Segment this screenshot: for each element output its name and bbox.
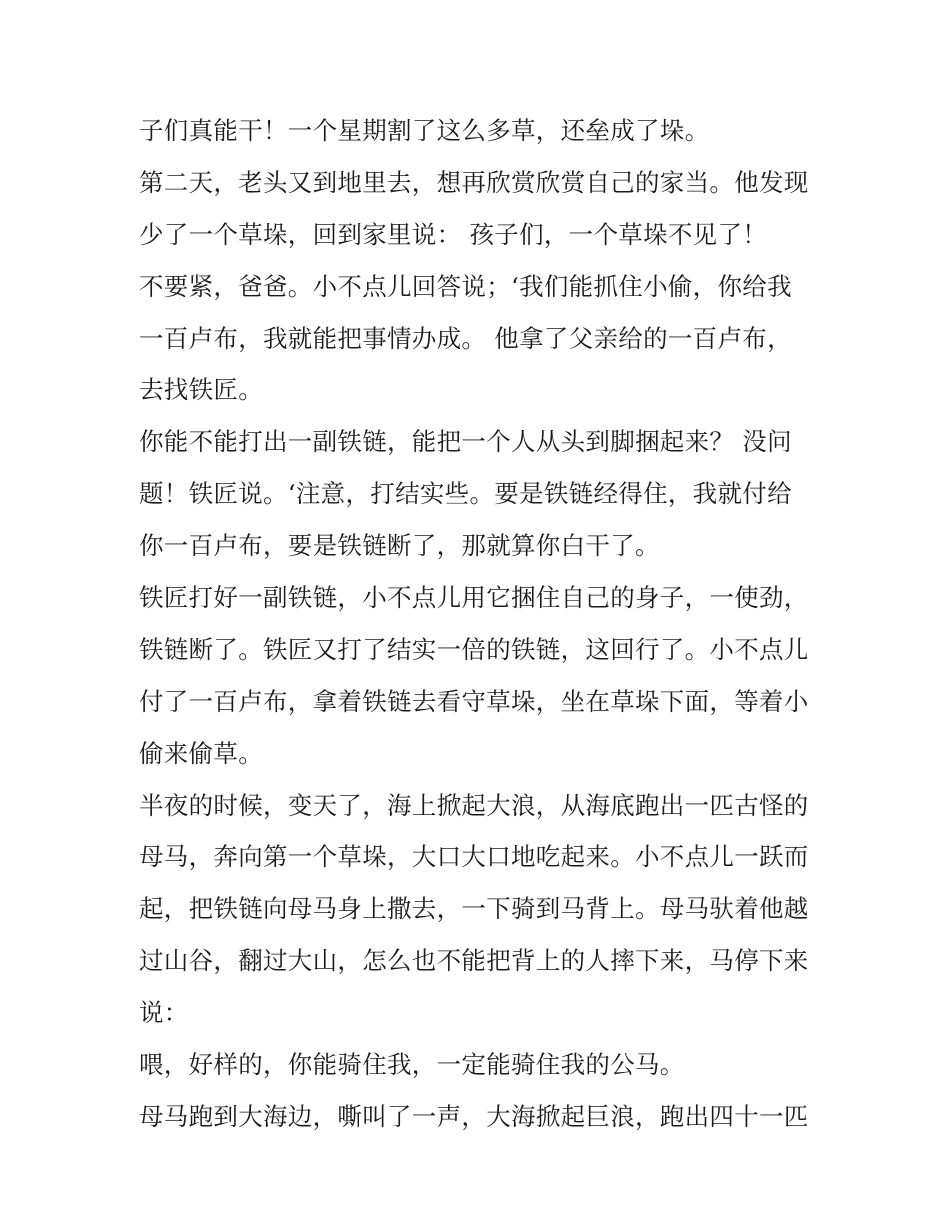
document-body — [139, 105, 819, 1143]
text-line: 母马，奔向第一个草垛，大口大口地吃起来。小不点儿一跃而 — [139, 842, 809, 872]
text-line: 去找铁匠。 — [139, 375, 263, 405]
text-line: 母马跑到大海边，嘶叫了一声，大海掀起巨浪，跑出四十一匹 — [139, 1101, 809, 1131]
text-line: 第二天，老头又到地里去，想再欣赏欣赏自己的家当。他发现 — [139, 167, 809, 197]
text-line: 说： — [139, 998, 189, 1028]
text-line: 子们真能干！一个星期割了这么多草，还垒成了垛。 — [139, 116, 710, 145]
text-line: 起，把铁链向母马身上撒去，一下骑到马背上。母马驮着他越 — [139, 894, 809, 924]
text-line: 一百卢布，我就能把事情办成。 他拿了父亲给的一百卢布， — [139, 323, 792, 353]
text-line: 付了一百卢布，拿着铁链去看守草垛，坐在草垛下面，等着小 — [139, 686, 809, 716]
text-line: 少了一个草垛，回到家里说： 孩子们，一个草垛不见了！ — [139, 219, 768, 249]
text-line: 铁链断了。铁匠又打了结实一倍的铁链，这回行了。小不点儿 — [139, 634, 809, 664]
text-line: 喂，好样的，你能骑住我，一定能骑住我的公马。 — [139, 1050, 685, 1080]
text-line: 题！铁匠说。‘注意，打结实些。要是铁链经得住，我就付给 — [139, 479, 792, 509]
text-line: 不要紧，爸爸。小不点儿回答说；‘我们能抓住小偷，你给我 — [139, 271, 792, 301]
text-line: 铁匠打好一副铁链，小不点儿用它捆住自己的身子，一使劲， — [139, 583, 809, 613]
text-line: 你一百卢布，要是铁链断了，那就算你白干了。 — [139, 531, 660, 561]
text-line: 你能不能打出一副铁链，能把一个人从头到脚捆起来？ 没问 — [139, 427, 792, 457]
text-line: 半夜的时候，变天了，海上掀起大浪，从海底跑出一匹古怪的 — [139, 790, 809, 820]
text-line: 过山谷，翻过大山，怎么也不能把背上的人摔下来，马停下来 — [139, 946, 809, 976]
text-line: 偷来偷草。 — [139, 738, 263, 768]
